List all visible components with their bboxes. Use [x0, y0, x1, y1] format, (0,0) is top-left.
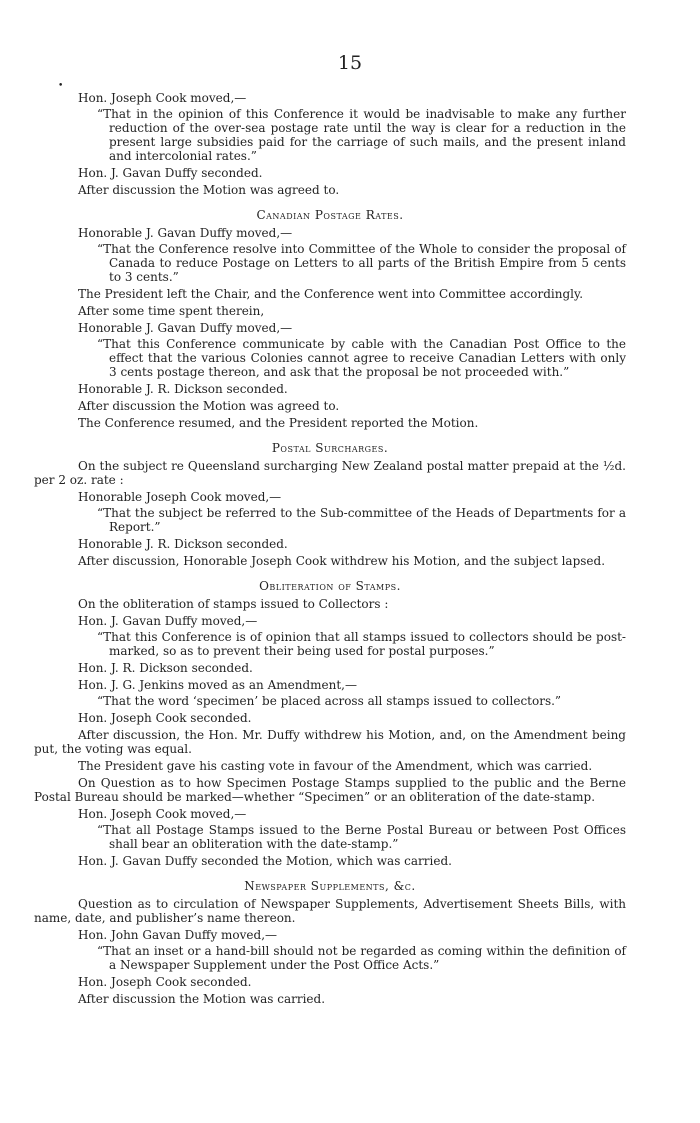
motion-line: Hon. J. G. Jenkins moved as an Amendment,— [78, 678, 357, 692]
motion-line: Honorable Joseph Cook moved,— [78, 490, 282, 504]
paragraph: After discussion, the Hon. Mr. Duffy withdrew his Motion, and, on the Amendment being put, the voting was equal. [34, 728, 626, 756]
motion-line: After discussion the Motion was agreed to. [78, 183, 340, 197]
motion-line: Hon. J. Gavan Duffy moved,— [78, 614, 258, 628]
motion-line: Hon. Joseph Cook moved,— [78, 807, 247, 821]
paragraph: On the subject re Queensland surcharging New Zealand postal matter prepaid at the ½d. per 2 oz. rate : [34, 459, 626, 487]
margin-bullet: • [58, 81, 64, 91]
motion-line: Honorable J. Gavan Duffy moved,— [78, 321, 293, 335]
section-heading: Obliteration of Stamps. [259, 579, 401, 593]
motion-line: Hon. Joseph Cook moved,— [78, 91, 247, 105]
motion-line: Hon. J. Gavan Duffy seconded. [78, 166, 263, 180]
paragraph: Question as to circulation of Newspaper Supplements, Advertisement Sheets Bills, with name, date, and publisher’s name thereon. [34, 897, 626, 925]
quoted-resolution: “That in the opinion of this Conference it would be inadvisable to make any further reduction of the over-sea postage rate until the way is clear for a reduction in the present large subsidies paid for the carriage of such mails, and the present inland and intercolonial rates.” [97, 107, 626, 163]
motion-line: After discussion, Honorable Joseph Cook withdrew his Motion, and the subject lapsed. [78, 554, 606, 568]
motion-line: Honorable J. R. Dickson seconded. [78, 382, 288, 396]
motion-line: Hon. J. Gavan Duffy seconded the Motion, which was carried. [78, 854, 452, 868]
quoted-resolution: “That all Postage Stamps issued to the Berne Postal Bureau or between Post Offices shall bear an obliteration with the date-stamp.” [97, 823, 626, 851]
motion-line: Hon. Joseph Cook seconded. [78, 711, 252, 725]
quoted-resolution: “That an inset or a hand-bill should not be regarded as coming within the definition of a Newspaper Supplement under the Post Office Acts.” [97, 944, 626, 972]
motion-line: Hon. John Gavan Duffy moved,— [78, 928, 278, 942]
motion-line: After discussion the Motion was agreed to. [78, 399, 340, 413]
section-heading: Postal Surcharges. [271, 441, 389, 455]
motion-line: The President left the Chair, and the Conference went into Committee accordingly. [78, 287, 584, 301]
motion-line: The Conference resumed, and the President reported the Motion. [78, 416, 479, 430]
quoted-resolution: “That this Conference is of opinion that all stamps issued to collectors should be post-marked, so as to prevent their being used for postal purposes.” [97, 630, 626, 658]
motion-line: Honorable J. Gavan Duffy moved,— [78, 226, 293, 240]
quoted-resolution: “That the Conference resolve into Committee of the Whole to consider the proposal of Canada to reduce Postage on Letters to all parts of the British Empire from 5 cents to 3 cents.” [97, 242, 626, 284]
motion-line: After some time spent therein, [78, 304, 265, 318]
motion-line: On the obliteration of stamps issued to Collectors : [78, 597, 389, 611]
quoted-resolution: “That the word ‘specimen’ be placed across all stamps issued to collectors.” [97, 694, 562, 708]
page-number: 15 [337, 52, 363, 74]
motion-line: After discussion the Motion was carried. [78, 992, 326, 1006]
motion-line: Honorable J. R. Dickson seconded. [78, 537, 288, 551]
quoted-resolution: “That the subject be referred to the Sub-committee of the Heads of Departments for a Report.” [97, 506, 626, 534]
section-heading: Newspaper Supplements, &c. [244, 879, 416, 893]
page-body [34, 91, 626, 1006]
quoted-resolution: “That this Conference communicate by cable with the Canadian Post Office to the effect that the various Colonies cannot agree to receive Canadian Letters with only 3 cents postage thereon, and ask that the proposal be not proceeded with.” [97, 337, 626, 379]
motion-line: Hon. J. R. Dickson seconded. [78, 661, 253, 675]
motion-line: The President gave his casting vote in favour of the Amendment, which was carried. [78, 759, 593, 773]
section-heading: Canadian Postage Rates. [256, 208, 404, 222]
motion-line: Hon. Joseph Cook seconded. [78, 975, 252, 989]
paragraph: On Question as to how Specimen Postage Stamps supplied to the public and the Berne Postal Bureau should be marked—whether “Specimen” or an obliteration of the date-stamp. [34, 776, 626, 804]
